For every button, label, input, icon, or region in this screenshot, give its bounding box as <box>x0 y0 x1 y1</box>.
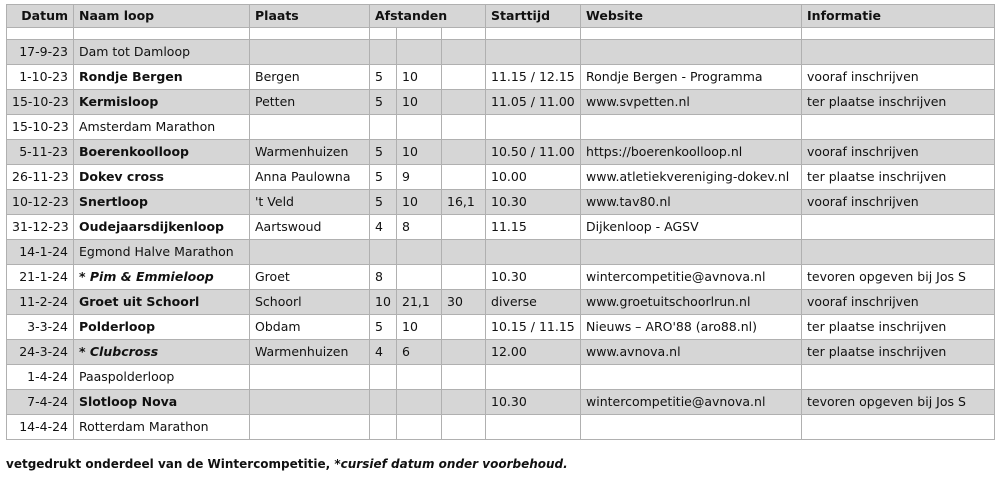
row-website[interactable]: Dijkenloop - AGSV <box>581 215 802 240</box>
row-distance-3 <box>442 165 486 190</box>
row-distance-2: 8 <box>397 215 442 240</box>
row-distance-2 <box>397 365 442 390</box>
row-info: ter plaatse inschrijven <box>802 90 995 115</box>
table-row <box>7 290 995 315</box>
row-date: 31-12-23 <box>7 215 74 240</box>
row-name: Polderloop <box>74 315 250 340</box>
row-website[interactable]: www.svpetten.nl <box>581 90 802 115</box>
row-date: 11-2-24 <box>7 290 74 315</box>
row-start: 10.00 <box>486 165 581 190</box>
row-place <box>250 365 370 390</box>
row-start: diverse <box>486 290 581 315</box>
footnote <box>6 457 568 471</box>
row-website[interactable]: wintercompetitie@avnova.nl <box>581 265 802 290</box>
row-website[interactable]: Nieuws – ARO'88 (aro88.nl) <box>581 315 802 340</box>
row-name: * Pim & Emmieloop <box>74 265 250 290</box>
row-distance-2 <box>397 115 442 140</box>
row-date: 14-1-24 <box>7 240 74 265</box>
table-row <box>7 240 995 265</box>
table-row <box>7 340 995 365</box>
row-info <box>802 415 995 440</box>
row-distance-3 <box>442 40 486 65</box>
row-place <box>250 40 370 65</box>
row-name: Oudejaarsdijkenloop <box>74 215 250 240</box>
row-date: 26-11-23 <box>7 165 74 190</box>
row-website <box>581 240 802 265</box>
row-start: 11.15 / 12.15 <box>486 65 581 90</box>
row-place: Bergen <box>250 65 370 90</box>
row-date: 24-3-24 <box>7 340 74 365</box>
table-row <box>7 365 995 390</box>
row-distance-3 <box>442 115 486 140</box>
row-info: vooraf inschrijven <box>802 140 995 165</box>
row-info <box>802 215 995 240</box>
row-place: Anna Paulowna <box>250 165 370 190</box>
row-place <box>250 240 370 265</box>
row-info: vooraf inschrijven <box>802 65 995 90</box>
row-date: 1-10-23 <box>7 65 74 90</box>
row-website[interactable]: Rondje Bergen - Programma <box>581 65 802 90</box>
row-distance-1: 4 <box>370 340 397 365</box>
row-distance-1 <box>370 365 397 390</box>
footnote-bold-text: vetgedrukt onderdeel van de Wintercompetitie, <box>6 457 335 471</box>
row-distance-1: 5 <box>370 65 397 90</box>
row-distance-3 <box>442 140 486 165</box>
table-row <box>7 40 995 65</box>
row-info <box>802 115 995 140</box>
row-website[interactable]: www.avnova.nl <box>581 340 802 365</box>
row-distance-3 <box>442 240 486 265</box>
header-start: Starttijd <box>486 5 581 28</box>
row-distance-1 <box>370 115 397 140</box>
row-start: 10.15 / 11.15 <box>486 315 581 340</box>
row-info: tevoren opgeven bij Jos S <box>802 265 995 290</box>
row-name: Dokev cross <box>74 165 250 190</box>
row-distance-1 <box>370 415 397 440</box>
row-date: 21-1-24 <box>7 265 74 290</box>
row-distance-2: 10 <box>397 90 442 115</box>
row-distance-3 <box>442 340 486 365</box>
row-distance-3 <box>442 265 486 290</box>
spacer-row <box>7 28 995 40</box>
table-row <box>7 190 995 215</box>
table-row <box>7 315 995 340</box>
row-website <box>581 40 802 65</box>
table-row <box>7 265 995 290</box>
row-place: Schoorl <box>250 290 370 315</box>
table-row <box>7 215 995 240</box>
row-date: 17-9-23 <box>7 40 74 65</box>
table-row <box>7 115 995 140</box>
row-place: Petten <box>250 90 370 115</box>
row-start: 10.50 / 11.00 <box>486 140 581 165</box>
row-start: 12.00 <box>486 340 581 365</box>
row-distance-2: 10 <box>397 190 442 215</box>
row-name: Groet uit Schoorl <box>74 290 250 315</box>
row-start: 11.05 / 11.00 <box>486 90 581 115</box>
row-distance-2 <box>397 265 442 290</box>
row-start: 10.30 <box>486 390 581 415</box>
row-info: tevoren opgeven bij Jos S <box>802 390 995 415</box>
row-distance-2 <box>397 415 442 440</box>
row-website[interactable]: https://boerenkoolloop.nl <box>581 140 802 165</box>
row-website[interactable]: www.atletiekvereniging-dokev.nl <box>581 165 802 190</box>
row-website <box>581 365 802 390</box>
row-name: Egmond Halve Marathon <box>74 240 250 265</box>
row-website[interactable]: www.tav80.nl <box>581 190 802 215</box>
header-website: Website <box>581 5 802 28</box>
row-distance-2: 9 <box>397 165 442 190</box>
row-place <box>250 390 370 415</box>
row-distance-1: 10 <box>370 290 397 315</box>
row-start <box>486 240 581 265</box>
row-distance-2: 6 <box>397 340 442 365</box>
row-distance-3 <box>442 315 486 340</box>
row-place: Aartswoud <box>250 215 370 240</box>
row-start: 10.30 <box>486 190 581 215</box>
row-distance-1 <box>370 40 397 65</box>
header-date: Datum <box>7 5 74 28</box>
header-distances: Afstanden <box>370 5 486 28</box>
row-distance-3: 30 <box>442 290 486 315</box>
row-start: 11.15 <box>486 215 581 240</box>
row-info <box>802 240 995 265</box>
row-start <box>486 40 581 65</box>
row-name: * Clubcross <box>74 340 250 365</box>
footnote-italic-text: *cursief datum onder voorbehoud. <box>334 457 568 471</box>
row-name: Kermisloop <box>74 90 250 115</box>
row-date: 3-3-24 <box>7 315 74 340</box>
row-info: vooraf inschrijven <box>802 290 995 315</box>
row-distance-3 <box>442 90 486 115</box>
table-row <box>7 390 995 415</box>
row-name: Amsterdam Marathon <box>74 115 250 140</box>
row-date: 10-12-23 <box>7 190 74 215</box>
row-distance-1 <box>370 240 397 265</box>
row-date: 14-4-24 <box>7 415 74 440</box>
row-distance-1: 5 <box>370 90 397 115</box>
row-date: 15-10-23 <box>7 90 74 115</box>
row-start <box>486 365 581 390</box>
row-date: 15-10-23 <box>7 115 74 140</box>
row-place: 't Veld <box>250 190 370 215</box>
row-distance-1 <box>370 390 397 415</box>
header-place: Plaats <box>250 5 370 28</box>
header-name: Naam loop <box>74 5 250 28</box>
table-row <box>7 65 995 90</box>
row-place: Groet <box>250 265 370 290</box>
row-place: Warmenhuizen <box>250 340 370 365</box>
row-distance-1: 5 <box>370 315 397 340</box>
table-row <box>7 90 995 115</box>
row-name: Dam tot Damloop <box>74 40 250 65</box>
row-date: 7-4-24 <box>7 390 74 415</box>
row-distance-3 <box>442 65 486 90</box>
row-info: vooraf inschrijven <box>802 190 995 215</box>
row-website <box>581 415 802 440</box>
row-name: Boerenkoolloop <box>74 140 250 165</box>
header-row <box>7 5 995 28</box>
row-website <box>581 115 802 140</box>
row-info: ter plaatse inschrijven <box>802 340 995 365</box>
row-distance-1: 5 <box>370 190 397 215</box>
row-distance-1: 5 <box>370 140 397 165</box>
row-info <box>802 365 995 390</box>
row-distance-2 <box>397 40 442 65</box>
row-distance-3 <box>442 415 486 440</box>
row-start <box>486 115 581 140</box>
row-date: 5-11-23 <box>7 140 74 165</box>
row-website[interactable]: www.groetuitschoorlrun.nl <box>581 290 802 315</box>
row-info <box>802 40 995 65</box>
row-place <box>250 415 370 440</box>
row-distance-1: 5 <box>370 165 397 190</box>
row-place: Warmenhuizen <box>250 140 370 165</box>
row-info: ter plaatse inschrijven <box>802 165 995 190</box>
row-distance-2 <box>397 390 442 415</box>
row-info: ter plaatse inschrijven <box>802 315 995 340</box>
row-distance-2: 10 <box>397 140 442 165</box>
race-schedule-table <box>6 4 995 440</box>
row-distance-3 <box>442 390 486 415</box>
row-distance-3 <box>442 215 486 240</box>
row-date: 1-4-24 <box>7 365 74 390</box>
row-distance-1: 8 <box>370 265 397 290</box>
row-distance-2: 10 <box>397 65 442 90</box>
table-row <box>7 415 995 440</box>
row-distance-1: 4 <box>370 215 397 240</box>
row-start: 10.30 <box>486 265 581 290</box>
row-name: Paaspolderloop <box>74 365 250 390</box>
row-name: Rondje Bergen <box>74 65 250 90</box>
row-distance-3 <box>442 365 486 390</box>
row-website[interactable]: wintercompetitie@avnova.nl <box>581 390 802 415</box>
table-row <box>7 165 995 190</box>
table-row <box>7 140 995 165</box>
header-info: Informatie <box>802 5 995 28</box>
row-place <box>250 115 370 140</box>
row-name: Rotterdam Marathon <box>74 415 250 440</box>
row-distance-2 <box>397 240 442 265</box>
row-name: Slotloop Nova <box>74 390 250 415</box>
row-name: Snertloop <box>74 190 250 215</box>
row-place: Obdam <box>250 315 370 340</box>
row-distance-2: 10 <box>397 315 442 340</box>
row-distance-3: 16,1 <box>442 190 486 215</box>
row-distance-2: 21,1 <box>397 290 442 315</box>
row-start <box>486 415 581 440</box>
